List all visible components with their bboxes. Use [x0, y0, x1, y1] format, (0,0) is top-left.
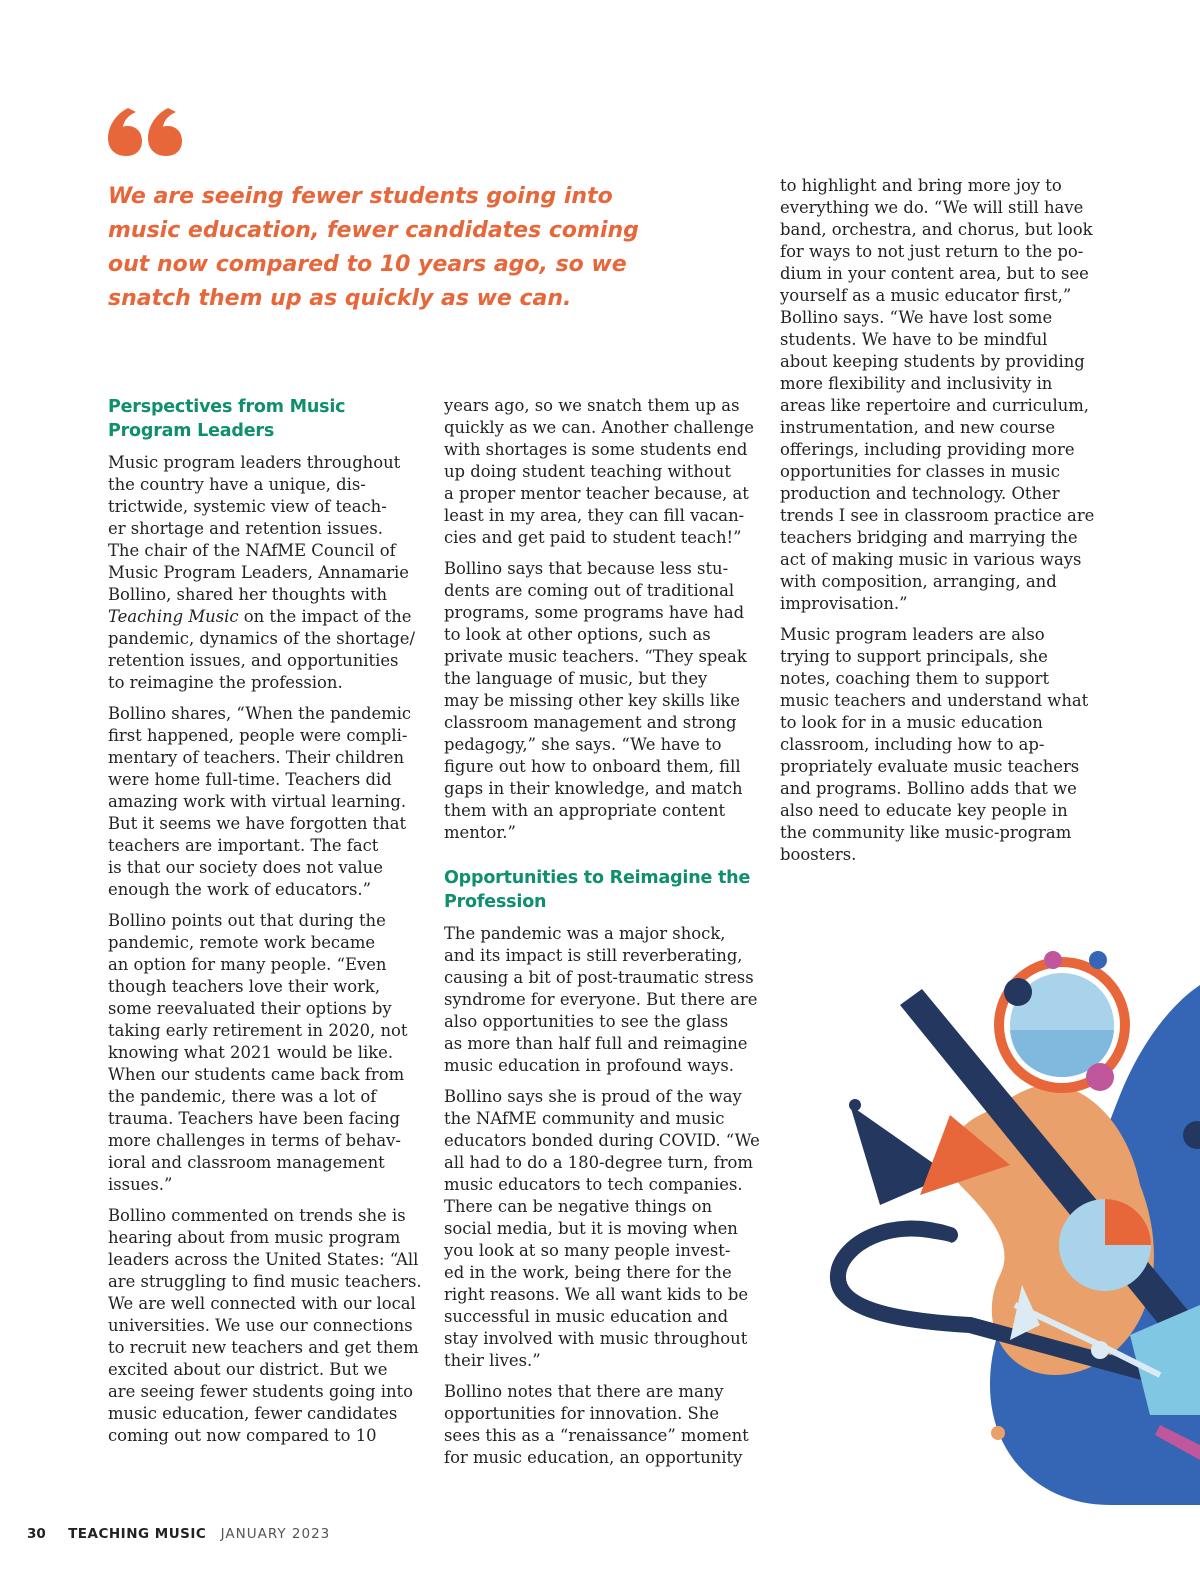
paragraph [108, 703, 418, 901]
pull-quote-line: snatch them up as quickly as we can. [108, 286, 572, 311]
text-line: more challenges in terms of behav- [108, 1131, 401, 1150]
text-line: amazing work with virtual learning. [108, 792, 407, 811]
text-line: were home full-time. Teachers did [108, 770, 392, 789]
instruments-illustration [800, 945, 1200, 1505]
text-line: Bollino shares, “When the pandemic [108, 704, 412, 723]
text-line: Music Program Leaders, Annamarie [108, 563, 409, 582]
text-line: There can be negative things on [444, 1197, 713, 1216]
text-line: to highlight and bring more joy to [780, 176, 1062, 195]
heading-line: Program Leaders [108, 421, 275, 441]
text-line: issues.” [108, 1175, 173, 1194]
text-line: Music program leaders throughout [108, 453, 401, 472]
text-line: the NAfME community and music [444, 1109, 725, 1128]
text-line: opportunities for classes in music [780, 462, 1060, 481]
text-line: about keeping students by providing [780, 352, 1085, 371]
text-line: teachers are important. The fact [108, 836, 379, 855]
text-line: band, orchestra, and chorus, but look [780, 220, 1093, 239]
text-line: to look for in a music education [780, 713, 1043, 732]
text-line: least in my area, they can fill vacan- [444, 506, 745, 525]
text-line: first happened, people were compli- [108, 726, 408, 745]
publication-title: Teaching Music [108, 607, 239, 626]
text-line: the country have a unique, dis- [108, 475, 366, 494]
text-line: instrumentation, and new course [780, 418, 1056, 437]
text-line: quickly as we can. Another challenge [444, 418, 754, 437]
text-line: and programs. Bollino adds that we [780, 779, 1077, 798]
text-line: them with an appropriate content [444, 801, 726, 820]
text-line: programs, some programs have had [444, 603, 745, 622]
text-line: the community like music-program [780, 823, 1072, 842]
text-line: the language of music, but they [444, 669, 708, 688]
text-line: mentary of teachers. Their children [108, 748, 405, 767]
text-line: figure out how to onboard them, fill [444, 757, 741, 776]
text-line: music education, fewer candidates [108, 1404, 398, 1423]
text-fragment: on the impact of the [238, 607, 412, 626]
text-line: enough the work of educators.” [108, 880, 372, 899]
text-line: Bollino says she is proud of the way [444, 1087, 742, 1106]
text-line: private music teachers. “They speak [444, 647, 747, 666]
text-line: But it seems we have forgotten that [108, 814, 407, 833]
text-line: music teachers and understand what [780, 691, 1089, 710]
text-line: ed in the work, being there for the [444, 1263, 732, 1282]
heading-line: Opportunities to Reimagine the [444, 868, 751, 888]
paragraph [108, 452, 418, 694]
text-line: as more than half full and reimagine [444, 1034, 748, 1053]
text-line: teachers bridging and marrying the [780, 528, 1078, 547]
text-line: Music program leaders are also [780, 625, 1045, 644]
text-line: Bollino notes that there are many [444, 1382, 724, 1401]
text-line: er shortage and retention issues. [108, 519, 383, 538]
text-line: Bollino says that because less stu- [444, 559, 729, 578]
text-line: for ways to not just return to the po- [780, 242, 1084, 261]
magazine-name: TEACHING MUSIC [68, 1526, 207, 1542]
text-line: more flexibility and inclusivity in [780, 374, 1053, 393]
text-line: for music education, an opportunity [444, 1448, 743, 1467]
text-line: cies and get paid to student teach!” [444, 528, 742, 547]
text-line: hearing about from music program [108, 1228, 401, 1247]
text-line: to recruit new teachers and get them [108, 1338, 419, 1357]
text-line: are seeing fewer students going into [108, 1382, 413, 1401]
text-line: to reimagine the profession. [108, 673, 343, 692]
heading-line: Perspectives from Music [108, 397, 346, 417]
text-line: yourself as a music educator first,” [780, 286, 1072, 305]
open-quote-icon [106, 104, 188, 160]
text-line: social media, but it is moving when [444, 1219, 738, 1238]
text-line: also need to educate key people in [780, 801, 1068, 820]
text-line: causing a bit of post-traumatic stress [444, 968, 754, 987]
pull-quote [108, 180, 639, 316]
article-column-2 [444, 395, 760, 1478]
paragraph [780, 624, 1092, 866]
section-heading-perspectives [108, 395, 418, 443]
text-line: gaps in their knowledge, and match [444, 779, 743, 798]
paragraph [444, 395, 756, 549]
text-line: educators bonded during COVID. “We [444, 1131, 760, 1150]
text-line: We are well connected with our local [108, 1294, 416, 1313]
paragraph [444, 558, 756, 844]
text-line: The pandemic was a major shock, [444, 924, 726, 943]
paragraph [108, 910, 418, 1196]
text-line: knowing what 2021 would be like. [108, 1043, 394, 1062]
text-line: trictwide, systemic view of teach- [108, 497, 387, 516]
text-line: leaders across the United States: “All [108, 1250, 419, 1269]
page-number: 30 [27, 1526, 46, 1542]
text-line: everything we do. “We will still have [780, 198, 1084, 217]
heading-line: Profession [444, 892, 547, 912]
text-line: syndrome for everyone. But there are [444, 990, 758, 1009]
text-line: trying to support principals, she [780, 647, 1048, 666]
text-line: offerings, including providing more [780, 440, 1075, 459]
text-line: The chair of the NAfME Council of [108, 541, 396, 560]
text-line: taking early retirement in 2020, not [108, 1021, 408, 1040]
text-line: act of making music in various ways [780, 550, 1082, 569]
text-line: are struggling to find music teachers. [108, 1272, 422, 1291]
text-line: a proper mentor teacher because, at [444, 484, 749, 503]
text-line: pandemic, dynamics of the shortage/ [108, 629, 416, 648]
paragraph [780, 175, 1095, 615]
pull-quote-line: We are seeing fewer students going into [108, 184, 613, 209]
text-line: opportunities for innovation. She [444, 1404, 720, 1423]
text-line [108, 606, 418, 628]
paragraph [444, 1381, 756, 1469]
text-line: Bollino commented on trends she is [108, 1206, 406, 1225]
text-line: dents are coming out of traditional [444, 581, 735, 600]
text-line: right reasons. We all want kids to be [444, 1285, 749, 1304]
text-line: sees this as a “renaissance” moment [444, 1426, 749, 1445]
text-line: students. We have to be mindful [780, 330, 1048, 349]
text-line: also opportunities to see the glass [444, 1012, 729, 1031]
text-line: music educators to tech companies. [444, 1175, 743, 1194]
text-line: the pandemic, there was a lot of [108, 1087, 377, 1106]
text-line: Bollino, shared her thoughts with [108, 585, 388, 604]
text-line: Bollino points out that during the [108, 911, 386, 930]
issue-date: JANUARY 2023 [220, 1526, 331, 1542]
text-line: universities. We use our connections [108, 1316, 413, 1335]
text-line: their lives.” [444, 1351, 541, 1370]
text-line: all had to do a 180-degree turn, from [444, 1153, 753, 1172]
text-line: with composition, arranging, and [780, 572, 1057, 591]
text-line: retention issues, and opportunities [108, 651, 399, 670]
text-line: an option for many people. “Even [108, 955, 387, 974]
text-line: to look at other options, such as [444, 625, 711, 644]
pull-quote-line: music education, fewer candidates coming [108, 218, 639, 243]
text-line: excited about our district. But we [108, 1360, 388, 1379]
text-line: classroom, including how to ap- [780, 735, 1045, 754]
text-line: coming out now compared to 10 [108, 1426, 377, 1445]
text-line: is that our society does not value [108, 858, 383, 877]
text-line: stay involved with music throughout [444, 1329, 748, 1348]
text-line: Bollino says. “We have lost some [780, 308, 1053, 327]
article-column-1 [108, 395, 422, 1456]
text-line: production and technology. Other [780, 484, 1060, 503]
paragraph [444, 1086, 760, 1372]
article-column-3 [780, 175, 1095, 875]
text-line: music education in profound ways. [444, 1056, 734, 1075]
text-line: propriately evaluate music teachers [780, 757, 1080, 776]
text-line: trends I see in classroom practice are [780, 506, 1095, 525]
text-line: pedagogy,” she says. “We have to [444, 735, 722, 754]
text-line: ioral and classroom management [108, 1153, 385, 1172]
paragraph [108, 1205, 422, 1447]
text-line: may be missing other key skills like [444, 691, 740, 710]
text-line: successful in music education and [444, 1307, 729, 1326]
text-line: classroom management and strong [444, 713, 737, 732]
text-line: When our students came back from [108, 1065, 405, 1084]
text-line: up doing student teaching without [444, 462, 731, 481]
text-line: years ago, so we snatch them up as [444, 396, 740, 415]
text-line: though teachers love their work, [108, 977, 381, 996]
text-line: and its impact is still reverberating, [444, 946, 743, 965]
text-line: improvisation.” [780, 594, 908, 613]
text-line: trauma. Teachers have been facing [108, 1109, 400, 1128]
text-line: with shortages is some students end [444, 440, 748, 459]
text-line: mentor.” [444, 823, 516, 842]
pull-quote-line: out now compared to 10 years ago, so we [108, 252, 627, 277]
text-line: areas like repertoire and curriculum, [780, 396, 1089, 415]
text-line: boosters. [780, 845, 857, 864]
text-line: notes, coaching them to support [780, 669, 1050, 688]
text-line: pandemic, remote work became [108, 933, 376, 952]
section-heading-opportunities [444, 866, 756, 914]
paragraph [444, 923, 756, 1077]
text-line: some reevaluated their options by [108, 999, 392, 1018]
text-line: you look at so many people invest- [444, 1241, 731, 1260]
page-footer [27, 1526, 330, 1542]
text-line: dium in your content area, but to see [780, 264, 1089, 283]
